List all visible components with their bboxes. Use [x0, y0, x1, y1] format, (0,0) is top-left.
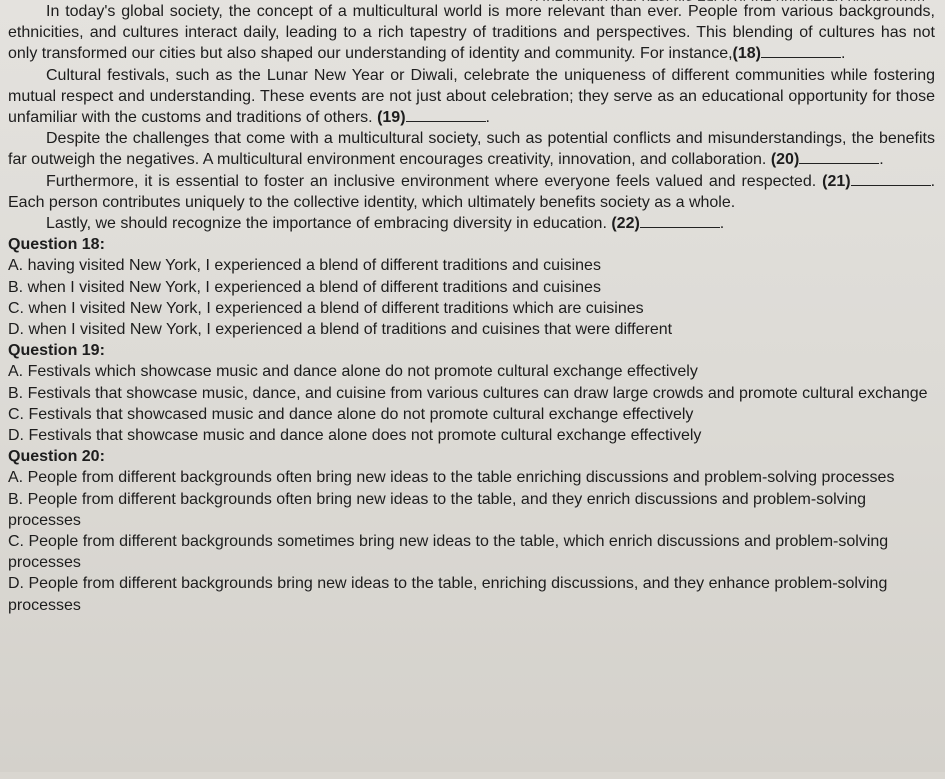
blank-21[interactable] — [851, 171, 931, 186]
question-title: Question 19: — [8, 342, 105, 360]
paragraph-text: Despite the challenges that come with a multicultural society, such as potential conflicts and misunderstandings, the benefits far outweigh the negatives. A multicultural environment encourages creativity, innovation, and collaboration. — [8, 130, 935, 169]
blank-19[interactable] — [406, 107, 486, 122]
blank-20[interactable] — [799, 149, 879, 164]
question-19 — [8, 340, 935, 446]
option-c[interactable]: C. when I visited New York, I experienced a blend of different traditions which are cuisines — [8, 299, 644, 317]
option-d[interactable]: D. Festivals that showcase music and dance alone does not promote cultural exchange effectively — [8, 427, 702, 445]
option-c[interactable]: C. People from different backgrounds sometimes bring new ideas to the table, which enrich discussions and problem-solving processes — [8, 533, 889, 572]
question-title: Question 18: — [8, 236, 105, 254]
blank-number-20: (20) — [770, 151, 800, 169]
question-title: Question 20: — [8, 448, 105, 466]
passage-paragraph-3: Despite the challenges that come with a multicultural society, such as potential conflicts and misunderstandings, the benefits far outweigh the negatives. A multicultural environment encourages creativity, innovation, and collaboration. (20) . — [8, 130, 935, 169]
option-d[interactable]: D. when I visited New York, I experienced a blend of traditions and cuisines that were different — [8, 321, 673, 339]
passage-paragraph-2: Cultural festivals, such as the Lunar New Year or Diwali, celebrate the uniqueness of different communities while fostering mutual respect and understanding. These events are not just about celebration; they serve as an educational opportunity for those unfamiliar with the customs and traditions of others. (19) . — [8, 66, 935, 127]
paragraph-text: In today's global society, the concept of a multicultural world is more relevant than ever. People from various backgrounds, ethnicities, and cultures interact daily, leading to a rich tapestry of traditions and perspectives. This blending of cultures has not only transformed our cities but also shaped our understanding of identity and community. For instance, — [8, 3, 935, 63]
blank-number-19: (19) — [377, 109, 406, 127]
blank-number-22: (22) — [611, 215, 640, 233]
blank-22[interactable] — [640, 213, 720, 228]
blank-number-18: (18) — [732, 45, 761, 63]
question-18 — [8, 234, 935, 340]
passage-paragraph-5: Lastly, we should recognize the importance of embracing diversity in education. (22) . — [46, 215, 725, 233]
option-a[interactable]: A. having visited New York, I experienced a blend of different traditions and cuisines — [8, 257, 601, 275]
option-d[interactable]: D. People from different backgrounds bring new ideas to the table, enriching discussions, and they enhance problem-solving processes — [8, 575, 888, 614]
paragraph-text: Furthermore, it is essential to foster an inclusive environment where everyone feels valued and respected. — [46, 172, 817, 190]
blank-number-21: (21) — [822, 172, 851, 190]
option-a[interactable]: A. Festivals which showcase music and dance alone do not promote cultural exchange effectively — [8, 363, 698, 381]
blank-18[interactable] — [761, 43, 841, 58]
passage-paragraph-1: In today's global society, the concept of a multicultural world is more relevant than ever. People from various backgrounds, ethnicities, and cultures interact daily, leading to a rich tapestry of traditions and perspectives. This blending of cultures has not only transformed our cities but also shaped our understanding of identity and community. For instance,(18) . — [8, 3, 935, 63]
option-c[interactable]: C. Festivals that showcased music and dance alone do not promote cultural exchange effectively — [8, 405, 694, 423]
option-b[interactable]: B. Festivals that showcase music, dance, and cuisine from various cultures can draw large crowds and promote cultural exchange — [8, 384, 928, 402]
passage-paragraph-4: Furthermore, it is essential to foster an inclusive environment where everyone feels valued and respected. (21) . Each person contributes uniquely to the collective identity, which ultimately benefits society as a whole. — [8, 172, 936, 211]
question-20 — [8, 446, 935, 616]
paragraph-text: Lastly, we should recognize the importance of embracing diversity in education. — [46, 215, 607, 233]
paragraph-text: Cultural festivals, such as the Lunar New Year or Diwali, celebrate the uniqueness of different communities while fostering mutual respect and understanding. These events are not just about celebration; they serve as an educational opportunity for those unfamiliar with the customs and traditions of others. — [8, 66, 935, 127]
option-a[interactable]: A. People from different backgrounds often bring new ideas to the table enriching discussions and problem-solving processes — [8, 469, 895, 487]
option-b[interactable]: B. People from different backgrounds often bring new ideas to the table, and they enrich discussions and problem-solving processes — [8, 490, 866, 529]
option-b[interactable]: B. when I visited New York, I experienced a blend of different traditions and cuisines — [8, 278, 601, 296]
